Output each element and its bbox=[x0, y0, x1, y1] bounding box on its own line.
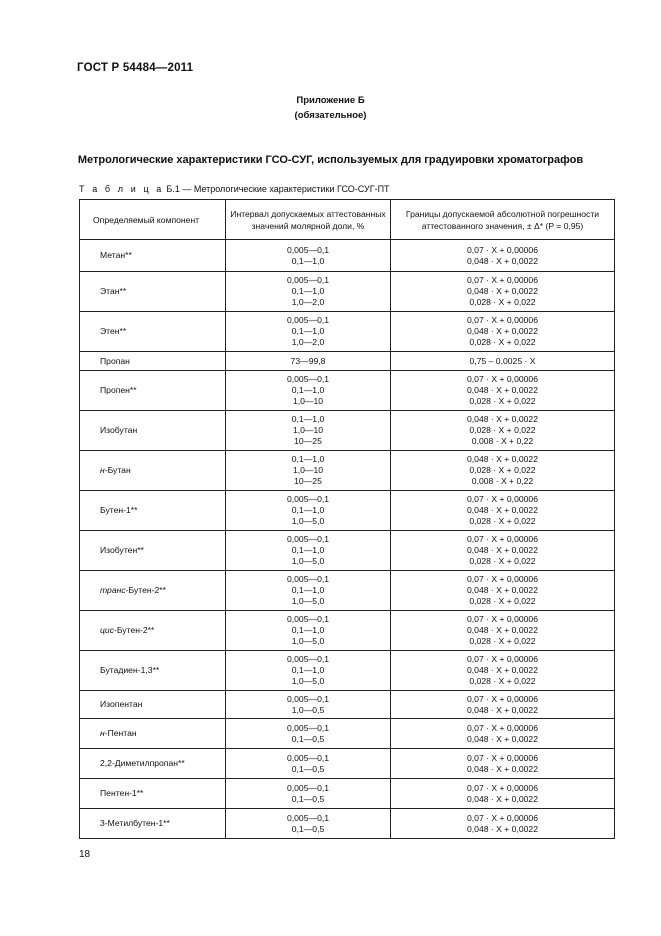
interval-value: 0,005—0,1 bbox=[286, 654, 330, 665]
interval-value: 1,0—5,0 bbox=[291, 595, 325, 606]
section-heading: Метрологические характеристики ГСО-СУГ, используемых для градуировки хроматографов bbox=[77, 154, 584, 166]
error-formula: 0,07 · X + 0,00006 bbox=[467, 782, 538, 793]
interval-value: 0,005—0,1 bbox=[286, 722, 330, 733]
component-name bbox=[80, 719, 226, 749]
table-row bbox=[80, 809, 615, 839]
interval-cell bbox=[226, 571, 391, 611]
interval-value: 0,1—0,5 bbox=[291, 793, 325, 804]
error-formula: 0,07 · X + 0,00006 bbox=[467, 693, 538, 704]
interval-cell bbox=[226, 651, 391, 691]
interval-value: 0,005—0,1 bbox=[286, 374, 330, 385]
interval-value: 0,005—0,1 bbox=[286, 534, 330, 545]
annex-status: (обязательное) bbox=[294, 110, 367, 121]
interval-value: 1,0—10 bbox=[292, 465, 324, 476]
error-formula: 0,048 · X + 0,0022 bbox=[467, 454, 538, 465]
interval-value: 1,0—5,0 bbox=[291, 515, 325, 526]
table-row bbox=[80, 272, 615, 312]
error-formula: 0,07 · X + 0,00006 bbox=[467, 374, 538, 385]
interval-value: 0,1—1,0 bbox=[291, 505, 325, 516]
interval-value: 0,1—1,0 bbox=[291, 385, 325, 396]
component-label: Этан** bbox=[100, 286, 127, 297]
component-name bbox=[80, 691, 226, 719]
component-label: -Бутен-2** bbox=[114, 625, 155, 636]
error-formula: 0,028 · X + 0,022 bbox=[469, 595, 536, 606]
error-formula: 0,07 · X + 0,00006 bbox=[467, 275, 538, 286]
error-formula: 0,048 · X + 0,0022 bbox=[467, 823, 538, 834]
error-cell bbox=[391, 691, 615, 719]
table-row bbox=[80, 451, 615, 491]
error-formula: 0,07 · X + 0,00006 bbox=[467, 315, 538, 326]
interval-cell bbox=[226, 531, 391, 571]
table-row bbox=[80, 719, 615, 749]
error-formula: 0,048 · X + 0,0022 bbox=[467, 414, 538, 425]
component-name bbox=[80, 491, 226, 531]
error-formula: 0,028 · X + 0,022 bbox=[469, 395, 536, 406]
error-cell bbox=[391, 312, 615, 352]
error-cell bbox=[391, 451, 615, 491]
page-number: 18 bbox=[79, 849, 91, 860]
component-name bbox=[80, 451, 226, 491]
error-formula: 0,048 · X + 0,0022 bbox=[467, 505, 538, 516]
component-name bbox=[80, 312, 226, 352]
component-label: -Бутен-2** bbox=[125, 585, 166, 596]
annex-title: Приложение Б bbox=[296, 95, 365, 106]
error-formula: 0,008 · X + 0,22 bbox=[471, 435, 534, 446]
error-formula: 0,008 · X + 0,22 bbox=[471, 475, 534, 486]
error-formula: 0,048 · X + 0,0022 bbox=[467, 326, 538, 337]
interval-value: 0,005—0,1 bbox=[286, 494, 330, 505]
table-caption-prefix: Т а б л и ц а bbox=[79, 184, 164, 194]
interval-cell bbox=[226, 491, 391, 531]
column-header-error: Границы допускаемой абсолютной погрешности аттестованного значения, ± Δ* (P = 0,95) bbox=[391, 200, 615, 240]
interval-cell bbox=[226, 611, 391, 651]
table-row bbox=[80, 749, 615, 779]
interval-value: 0,005—0,1 bbox=[286, 275, 330, 286]
error-cell bbox=[391, 531, 615, 571]
component-name bbox=[80, 611, 226, 651]
error-cell bbox=[391, 411, 615, 451]
component-label: -Бутан bbox=[104, 465, 131, 476]
error-formula: 0,07 · X + 0,00006 bbox=[467, 244, 538, 255]
error-cell bbox=[391, 779, 615, 809]
error-formula: 0,048 · X + 0,0022 bbox=[467, 763, 538, 774]
component-name bbox=[80, 240, 226, 272]
error-formula: 0,048 · X + 0,0022 bbox=[467, 255, 538, 266]
error-cell bbox=[391, 371, 615, 411]
interval-value: 1,0—2,0 bbox=[291, 336, 325, 347]
interval-value: 1,0—10 bbox=[292, 425, 324, 436]
error-formula: 0,028 · X + 0,022 bbox=[469, 675, 536, 686]
interval-value: 0,1—1,0 bbox=[291, 545, 325, 556]
interval-value: 10—25 bbox=[294, 435, 322, 446]
interval-value: 1,0—5,0 bbox=[291, 675, 325, 686]
interval-cell bbox=[226, 272, 391, 312]
table-header-row bbox=[80, 200, 615, 240]
component-label: Изобутен** bbox=[100, 545, 144, 556]
table-caption bbox=[79, 184, 390, 194]
error-formula: 0,048 · X + 0,0022 bbox=[467, 625, 538, 636]
interval-value: 0,005—0,1 bbox=[286, 693, 330, 704]
error-formula: 0,028 · X + 0,022 bbox=[469, 465, 536, 476]
component-name bbox=[80, 779, 226, 809]
interval-cell bbox=[226, 719, 391, 749]
interval-value: 0,1—1,0 bbox=[291, 414, 325, 425]
error-formula: 0,048 · X + 0,0022 bbox=[467, 704, 538, 715]
interval-cell bbox=[226, 411, 391, 451]
interval-value: 0,005—0,1 bbox=[286, 574, 330, 585]
component-label: Бутен-1** bbox=[100, 505, 138, 516]
error-formula: 0,07 · X + 0,00006 bbox=[467, 812, 538, 823]
error-formula: 0,028 · X + 0,022 bbox=[469, 425, 536, 436]
interval-value: 0,1—1,0 bbox=[291, 454, 325, 465]
annex-header bbox=[0, 93, 661, 123]
component-name bbox=[80, 371, 226, 411]
error-cell bbox=[391, 719, 615, 749]
interval-cell bbox=[226, 451, 391, 491]
interval-value: 0,005—0,1 bbox=[286, 614, 330, 625]
error-cell bbox=[391, 809, 615, 839]
component-name bbox=[80, 272, 226, 312]
component-label: Изопентан bbox=[100, 699, 143, 710]
error-cell bbox=[391, 491, 615, 531]
interval-value: 10—25 bbox=[294, 475, 322, 486]
error-formula: 0,07 · X + 0,00006 bbox=[467, 534, 538, 545]
component-name bbox=[80, 571, 226, 611]
error-formula: 0,048 · X + 0,0022 bbox=[467, 733, 538, 744]
interval-cell bbox=[226, 691, 391, 719]
interval-value: 1,0—5,0 bbox=[291, 635, 325, 646]
component-prefix: н bbox=[100, 465, 105, 476]
interval-value: 73—99,8 bbox=[290, 355, 326, 366]
metrology-table bbox=[79, 199, 615, 839]
error-formula: 0,07 · X + 0,00006 bbox=[467, 722, 538, 733]
interval-cell bbox=[226, 371, 391, 411]
error-formula: 0,048 · X + 0,0022 bbox=[467, 793, 538, 804]
column-header-component: Определяемый компонент bbox=[80, 200, 226, 240]
interval-value: 0,005—0,1 bbox=[286, 315, 330, 326]
table-row bbox=[80, 411, 615, 451]
table-row bbox=[80, 352, 615, 371]
error-formula: 0,07 · X + 0,00006 bbox=[467, 614, 538, 625]
interval-value: 0,1—1,0 bbox=[291, 665, 325, 676]
error-cell bbox=[391, 651, 615, 691]
component-name bbox=[80, 651, 226, 691]
interval-value: 0,1—1,0 bbox=[291, 625, 325, 636]
interval-cell bbox=[226, 809, 391, 839]
error-cell bbox=[391, 352, 615, 371]
component-label: Этен** bbox=[100, 326, 127, 337]
error-formula: 0,028 · X + 0,022 bbox=[469, 296, 536, 307]
table-row bbox=[80, 651, 615, 691]
component-label: -Пентан bbox=[104, 728, 137, 739]
interval-value: 0,005—0,1 bbox=[286, 244, 330, 255]
interval-cell bbox=[226, 749, 391, 779]
component-name bbox=[80, 411, 226, 451]
table-row bbox=[80, 371, 615, 411]
error-cell bbox=[391, 272, 615, 312]
component-label: Пропен** bbox=[100, 385, 137, 396]
error-formula: 0,07 · X + 0,00006 bbox=[467, 752, 538, 763]
interval-value: 1,0—5,0 bbox=[291, 555, 325, 566]
table-row bbox=[80, 611, 615, 651]
interval-value: 0,1—0,5 bbox=[291, 763, 325, 774]
error-formula: 0,75 – 0,0025 · X bbox=[469, 355, 536, 366]
table-row bbox=[80, 312, 615, 352]
component-label: Пропан bbox=[100, 355, 130, 366]
component-label: Метан** bbox=[100, 250, 132, 261]
component-name bbox=[80, 809, 226, 839]
component-label: Бутадиен-1,3** bbox=[100, 665, 160, 676]
table-row bbox=[80, 240, 615, 272]
error-cell bbox=[391, 240, 615, 272]
error-cell bbox=[391, 611, 615, 651]
interval-value: 1,0—10 bbox=[292, 395, 324, 406]
interval-value: 0,1—1,0 bbox=[291, 286, 325, 297]
component-prefix: н bbox=[100, 728, 105, 739]
error-formula: 0,028 · X + 0,022 bbox=[469, 555, 536, 566]
component-label: Пентен-1** bbox=[100, 788, 144, 799]
interval-cell bbox=[226, 312, 391, 352]
interval-value: 0,1—0,5 bbox=[291, 823, 325, 834]
component-label: 2,2-Диметилпропан** bbox=[100, 758, 185, 769]
component-name bbox=[80, 352, 226, 371]
error-formula: 0,048 · X + 0,0022 bbox=[467, 545, 538, 556]
error-formula: 0,028 · X + 0,022 bbox=[469, 515, 536, 526]
table-row bbox=[80, 779, 615, 809]
interval-value: 1,0—0,5 bbox=[291, 704, 325, 715]
interval-value: 0,1—1,0 bbox=[291, 255, 325, 266]
interval-value: 0,1—0,5 bbox=[291, 733, 325, 744]
error-formula: 0,048 · X + 0,0022 bbox=[467, 286, 538, 297]
interval-cell bbox=[226, 240, 391, 272]
error-formula: 0,048 · X + 0,0022 bbox=[467, 585, 538, 596]
interval-value: 0,005—0,1 bbox=[286, 782, 330, 793]
component-name bbox=[80, 749, 226, 779]
interval-cell bbox=[226, 352, 391, 371]
interval-value: 0,1—1,0 bbox=[291, 326, 325, 337]
error-formula: 0,028 · X + 0,022 bbox=[469, 635, 536, 646]
component-name bbox=[80, 531, 226, 571]
table-row bbox=[80, 571, 615, 611]
error-formula: 0,028 · X + 0,022 bbox=[469, 336, 536, 347]
interval-cell bbox=[226, 779, 391, 809]
table-caption-text: Б.1 — Метрологические характеристики ГСО-СУГ-ПТ bbox=[163, 184, 390, 194]
table-row bbox=[80, 531, 615, 571]
table-row bbox=[80, 491, 615, 531]
interval-value: 1,0—2,0 bbox=[291, 296, 325, 307]
table-body bbox=[80, 240, 615, 839]
interval-value: 0,1—1,0 bbox=[291, 585, 325, 596]
error-formula: 0,07 · X + 0,00006 bbox=[467, 494, 538, 505]
component-prefix: транс bbox=[100, 585, 126, 596]
interval-value: 0,005—0,1 bbox=[286, 812, 330, 823]
component-label: 3-Метилбутен-1** bbox=[100, 818, 170, 829]
component-prefix: цис bbox=[100, 625, 114, 636]
error-formula: 0,048 · X + 0,0022 bbox=[467, 385, 538, 396]
error-cell bbox=[391, 749, 615, 779]
column-header-interval: Интервал допускаемых аттестованных значений молярной доли, % bbox=[226, 200, 391, 240]
error-formula: 0,07 · X + 0,00006 bbox=[467, 654, 538, 665]
error-formula: 0,07 · X + 0,00006 bbox=[467, 574, 538, 585]
component-label: Изобутан bbox=[100, 425, 138, 436]
error-cell bbox=[391, 571, 615, 611]
interval-value: 0,005—0,1 bbox=[286, 752, 330, 763]
table-row bbox=[80, 691, 615, 719]
error-formula: 0,048 · X + 0,0022 bbox=[467, 665, 538, 676]
document-id: ГОСТ Р 54484—2011 bbox=[77, 62, 194, 74]
